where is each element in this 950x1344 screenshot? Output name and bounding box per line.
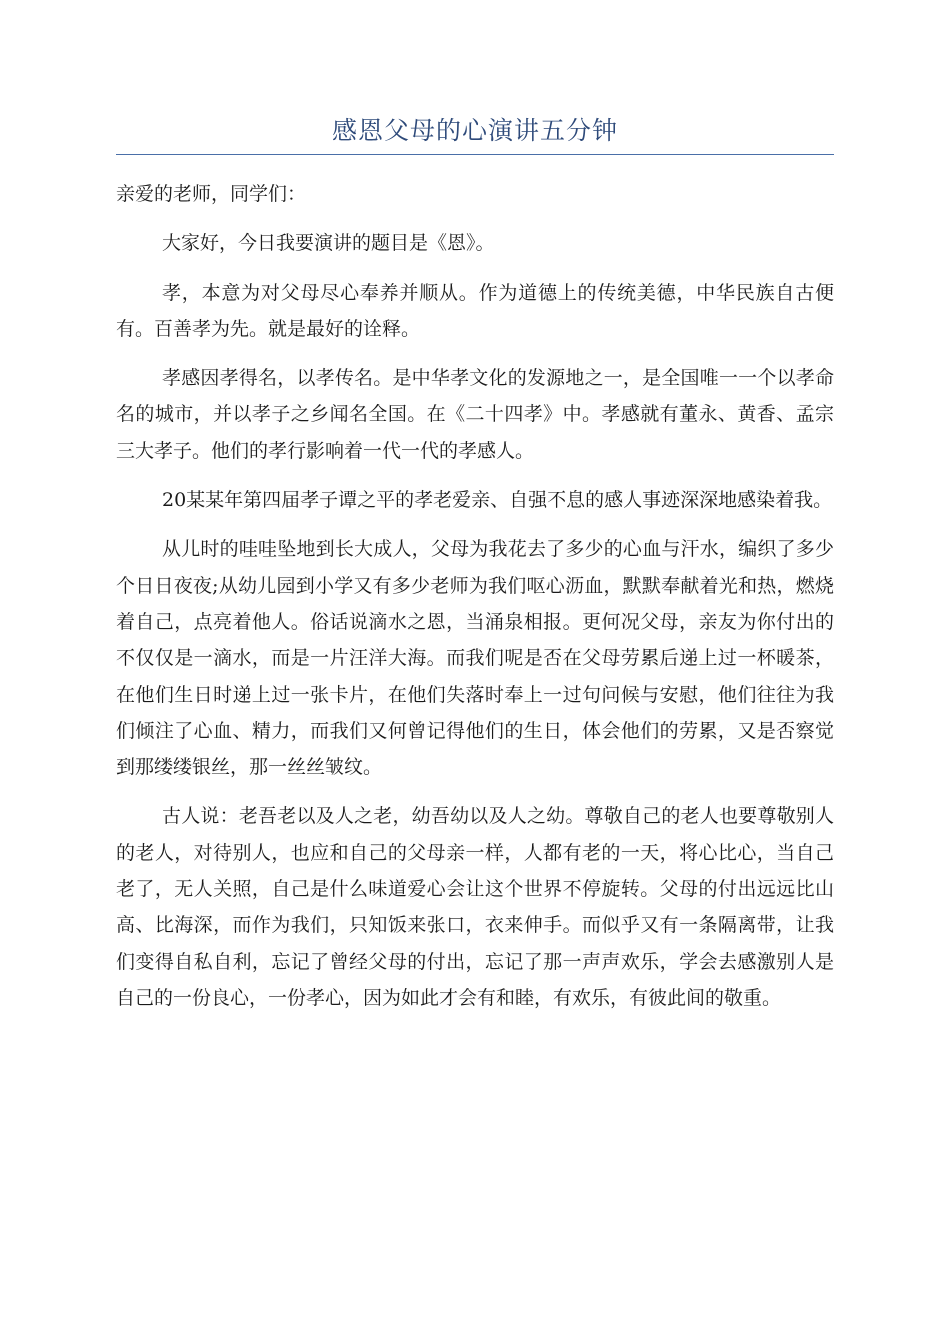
paragraph: 大家好，今日我要演讲的题目是《恩》。: [162, 232, 495, 255]
greeting-line: 亲爱的老师，同学们：: [116, 183, 307, 205]
paragraph: 孝，本意为对父母尽心奉养并顺从。作为道德上的传统美德，中华民族自古便有。百善孝为先。就是最好的诠释。: [116, 281, 834, 340]
paragraph: 古人说：老吾老以及人之老，幼吾幼以及人之幼。尊敬自己的老人也要尊敬别人的老人，对待别人，也应和自己的父母亲一样，人都有老的一天，将心比心，当自己老了，无人关照，自己是什么味道爱心会让这个世界不停旋转。父母的付出远远比山高、比海深，而作为我们，只知饭来张口，衣来伸手。而似乎又有一条隔离带，让我们变得自私自利，忘记了曾经父母的付出，忘记了那一声声欢乐，学会去感激别人是自己的一份良心，一份孝心，因为如此才会有和睦，有欢乐，有彼此间的敬重。: [116, 805, 834, 1009]
paragraph: 20某某年第四届孝子谭之平的孝老爱亲、自强不息的感人事迹深深地感染着我。: [162, 489, 833, 512]
title-underline: [116, 154, 834, 155]
document-title: 感恩父母的心演讲五分钟: [331, 116, 618, 145]
document-body: [116, 176, 834, 1029]
paragraph: 从儿时的哇哇坠地到长大成人，父母为我花去了多少的心血与汗水，编织了多少个日日夜夜;从幼儿园到小学又有多少老师为我们呕心沥血，默默奉献着光和热，燃烧着自己，点亮着他人。俗话说滴水之恩，当涌泉相报。更何况父母，亲友为你付出的不仅仅是一滴水，而是一片汪洋大海。而我们呢是否在父母劳累后递上过一杯暖茶，在他们生日时递上过一张卡片，在他们失落时奉上一过句问候与安慰，他们往往为我们倾注了心血、精力，而我们又何曾记得他们的生日，体会他们的劳累，又是否察觉到那缕缕银丝，那一丝丝皱纹。: [116, 538, 834, 779]
paragraph: 孝感因孝得名，以孝传名。是中华孝文化的发源地之一，是全国唯一一个以孝命名的城市，并以孝子之乡闻名全国。在《二十四孝》中。孝感就有董永、黄香、孟宗三大孝子。他们的孝行影响着一代一代的孝感人。: [116, 367, 834, 462]
